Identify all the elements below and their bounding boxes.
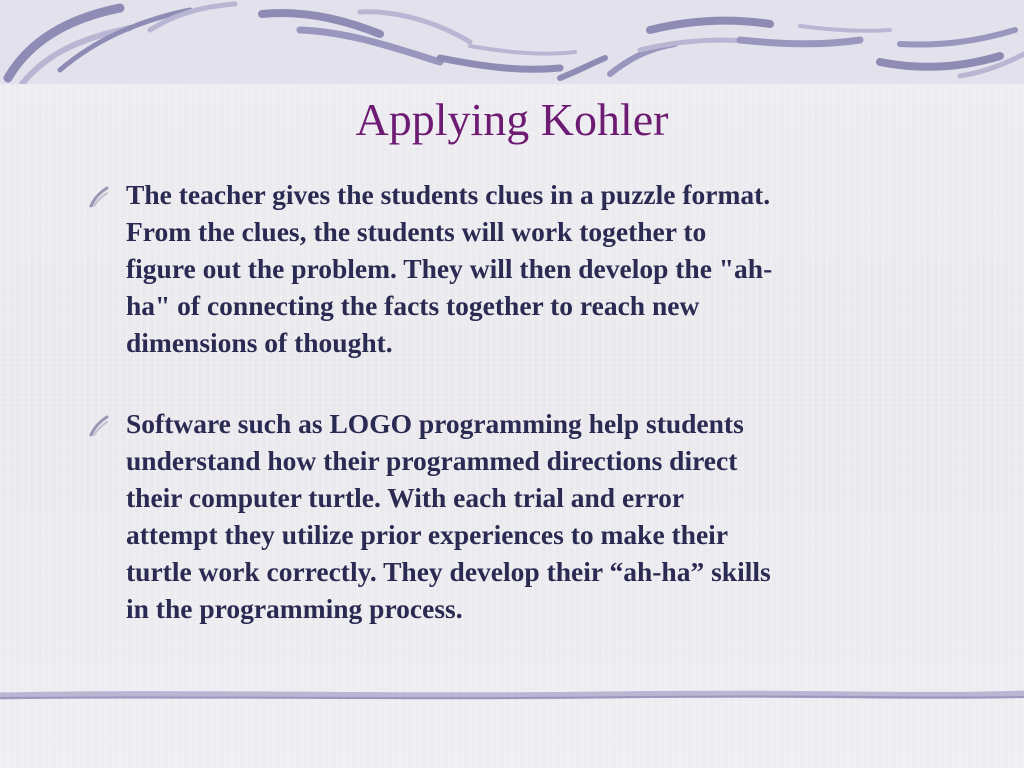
feather-bullet-icon — [88, 415, 110, 437]
bullet-item-1 — [86, 176, 946, 361]
bullet-text-2: Software such as LOGO programming help students understand how their programmed directions direct their computer turtle. With each trial and error attempt they utilize prior experiences to make their turtle work correctly. They develop their “ah-ha” skills in the programming process. — [126, 408, 771, 624]
feather-bullet-icon — [88, 186, 110, 208]
bullet-text-1: The teacher gives the students clues in a puzzle format. From the clues, the students will work together to figure out the problem. They will then develop the "ah- ha" of connecting the facts together to reach new dimensions of thought. — [126, 179, 773, 358]
footer-swoosh — [0, 686, 1024, 706]
decorative-header-band — [0, 0, 1024, 84]
bullet-item-2 — [86, 405, 946, 627]
swoosh-decoration — [0, 0, 1024, 84]
decorative-footer-rule — [0, 686, 1024, 706]
slide-title: Applying Kohler — [355, 94, 669, 145]
bullet-list — [86, 176, 946, 671]
